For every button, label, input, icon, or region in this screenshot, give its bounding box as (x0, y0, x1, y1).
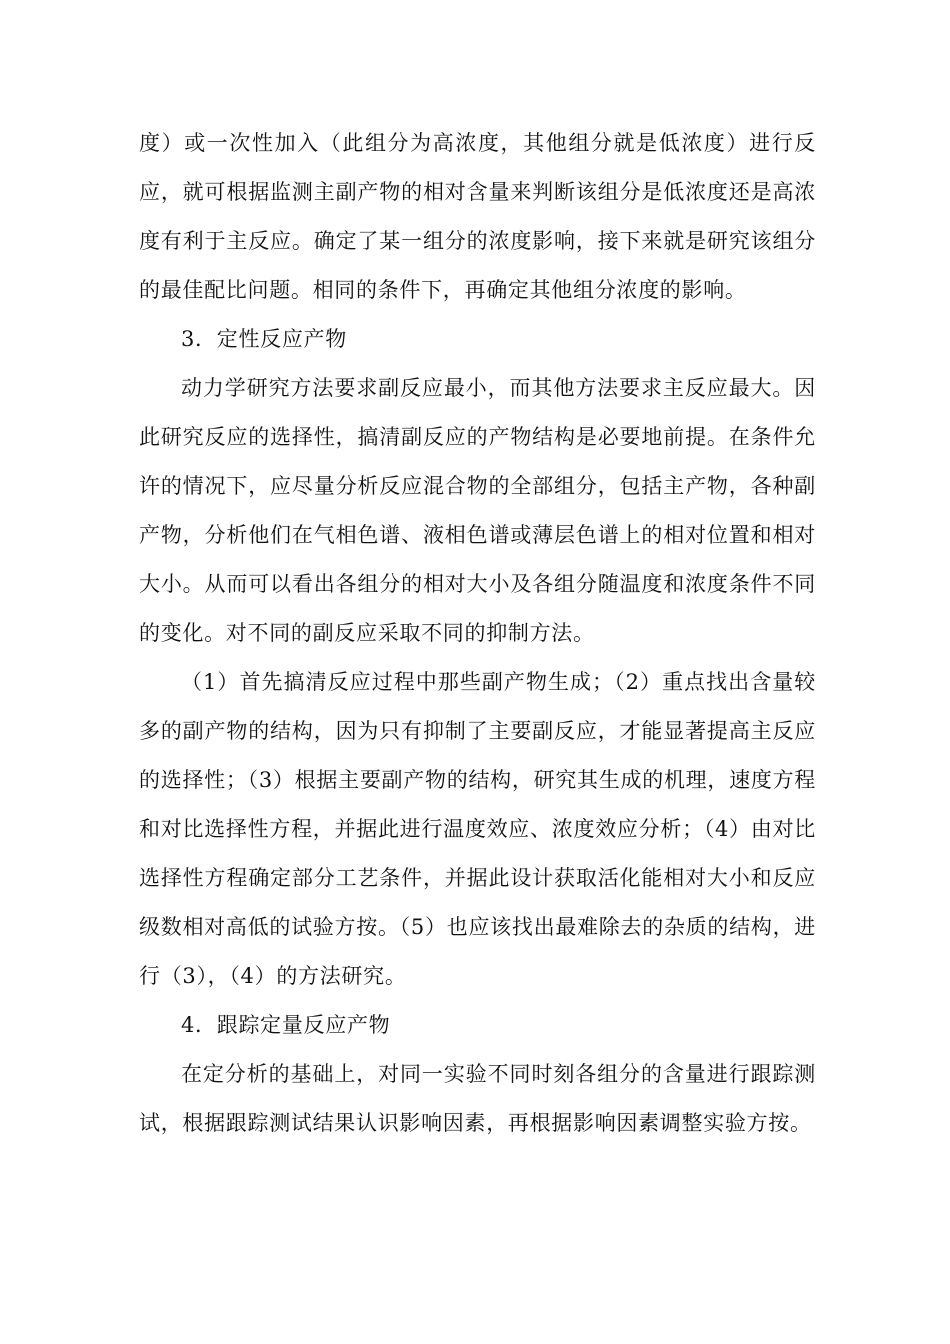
section-heading-qualitative-products: 3．定性反应产物 (181, 327, 347, 351)
document-body (139, 119, 816, 1148)
paragraph-side-reaction-analysis: 动力学研究方法要求副反应最小，而其他方法要求主反应最大。因此研究反应的选择性，搞清副反应的产物结构是必要地前提。在条件允许的情况下，应尽量分析反应混合物的全部组分，包括主产物，各种副产物，分析他们在气相色谱、液相色谱或薄层色谱上的相对位置和相对大小。从而可以看出各组分的相对大小及各组分随温度和浓度条件不同的变化。对不同的副反应采取不同的抑制方法。 (139, 376, 816, 645)
paragraph-concentration-effect: 度）或一次性加入（此组分为高浓度，其他组分就是低浓度）进行反应，就可根据监测主副产物的相对含量来判断该组分是低浓度还是高浓度有利于主反应。确定了某一组分的浓度影响，接下来就是研究该组分的最佳配比问题。相同的条件下，再确定其他组分浓度的影响。 (139, 131, 816, 302)
paragraph-tracking-test: 在定分析的基础上，对同一实验不同时刻各组分的含量进行跟踪测试，根据跟踪测试结果认识影响因素，再根据影响因素调整实验方按。 (139, 1062, 816, 1135)
section-heading-tracking-quantitative: 4．跟踪定量反应产物 (181, 1013, 391, 1037)
paragraph-numbered-steps: （1）首先搞清反应过程中那些副产物生成；（2）重点找出含量较多的副产物的结构，因为只有抑制了主要副反应，才能显著提高主反应的选择性；（3）根据主要副产物的结构，研究其生成的机理，速度方程和对比选择性方程，并据此进行温度效应、浓度效应分析；（4）由对比选择性方程确定部分工艺条件，并据此设计获取活化能相对大小和反应级数相对高低的试验方按。（5）也应该找出最难除去的杂质的结构，进行（3），（4）的方法研究。 (139, 670, 816, 988)
